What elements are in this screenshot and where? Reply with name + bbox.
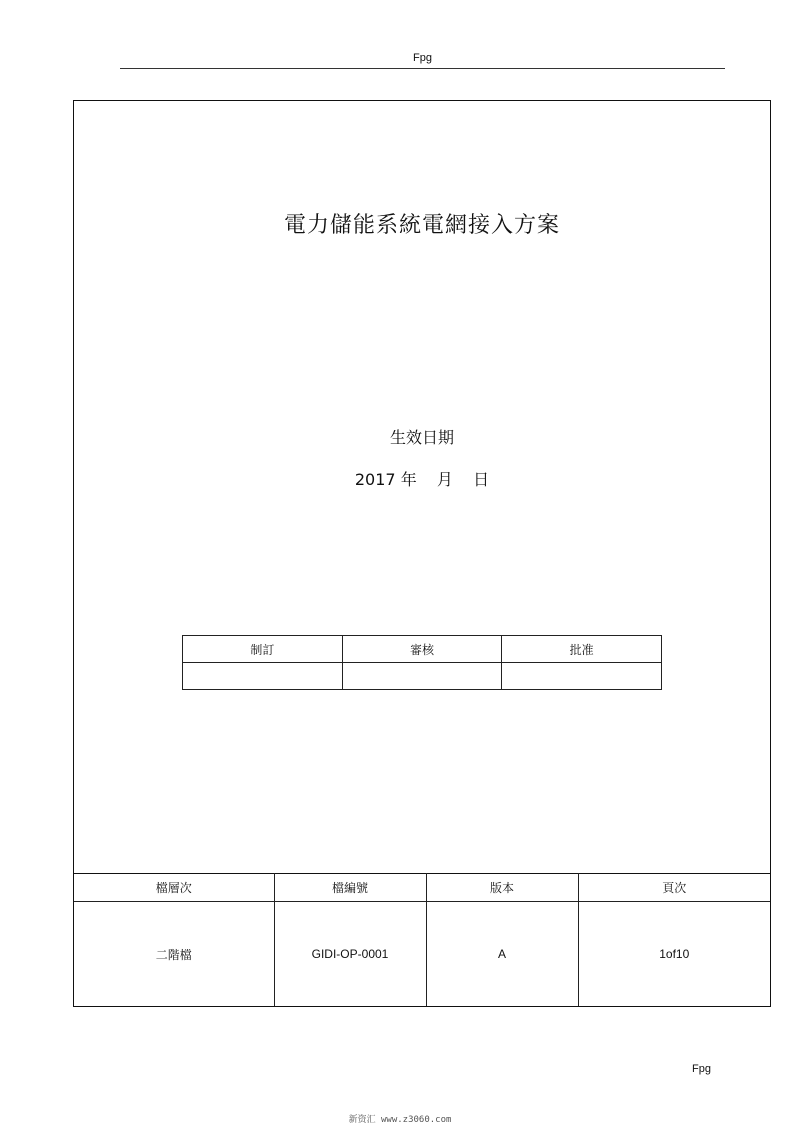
- meta-value-version: A: [426, 902, 578, 1007]
- effective-year: 2017: [354, 470, 396, 489]
- document-meta-table: [74, 873, 770, 1006]
- approval-table: [182, 635, 662, 690]
- effective-date: [73, 467, 771, 490]
- watermark-text: 新资汇 www.z3060.com: [348, 1115, 452, 1125]
- meta-header-version: 版本: [426, 874, 578, 902]
- approval-cell-reviewed: [342, 663, 502, 690]
- approval-header-prepared: 制訂: [183, 636, 343, 663]
- meta-value-number: GIDI-OP-0001: [274, 902, 426, 1007]
- day-char: 日: [473, 470, 490, 489]
- month-char: 月: [436, 470, 453, 489]
- meta-header-page: 頁次: [578, 874, 770, 902]
- meta-value-level: 二階檔: [74, 902, 274, 1007]
- year-char: 年: [400, 470, 417, 489]
- approval-cell-approved: [502, 663, 662, 690]
- document-title: 電力儲能系統電網接入方案: [283, 213, 560, 238]
- header-divider: [120, 68, 725, 69]
- approval-header-reviewed: 審核: [342, 636, 502, 663]
- effective-date-label: 生效日期: [389, 428, 454, 447]
- approval-cell-prepared: [183, 663, 343, 690]
- page-footer-text: Fpg: [692, 1063, 711, 1075]
- meta-value-page: 1of10: [578, 902, 770, 1007]
- approval-header-approved: 批准: [502, 636, 662, 663]
- page-header-text: Fpg: [413, 52, 432, 64]
- meta-header-number: 檔編號: [274, 874, 426, 902]
- meta-header-level: 檔層次: [74, 874, 274, 902]
